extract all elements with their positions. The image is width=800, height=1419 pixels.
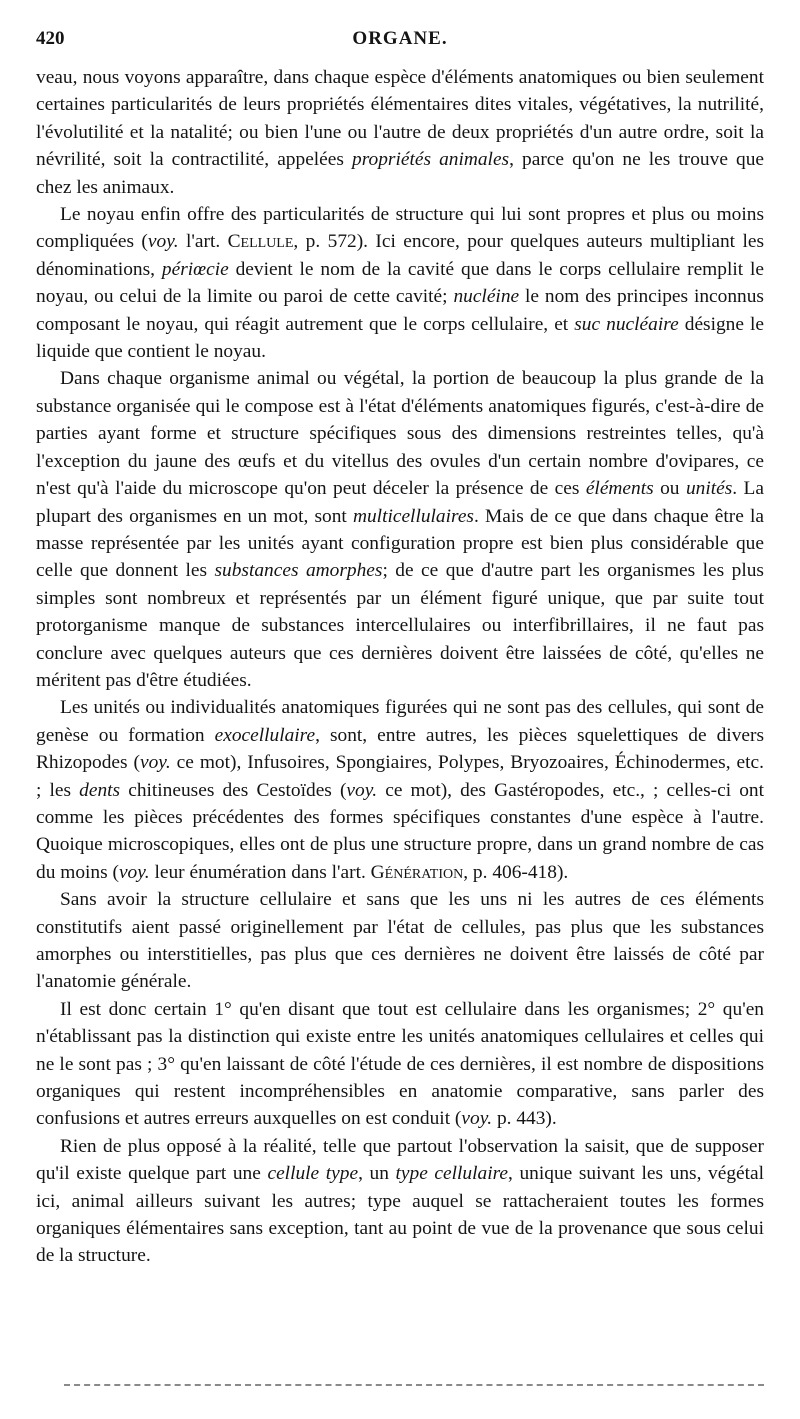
footer-rule: [64, 1384, 764, 1386]
text-run: p. 443).: [492, 1108, 557, 1130]
text-run: . Mais de ce que dans chaque être la masse représentée par les unités ayant configuration propre est bien plus considérable que celle que donnent les: [36, 505, 764, 582]
text-run: , p. 572). Ici encore, pour quelques auteurs multipliant les dénominations,: [36, 231, 764, 280]
italic-term: dents: [79, 779, 121, 801]
paragraph: [36, 201, 764, 365]
italic-term: voy.: [140, 752, 171, 774]
italic-term: suc nucléaire: [574, 313, 679, 335]
text-run: leur énumération dans l'art.: [149, 861, 371, 883]
text-run: , sont, entre autres, les pièces squelettiques de divers Rhizopodes (: [36, 724, 764, 774]
paragraph: [36, 996, 764, 1133]
paragraph: [36, 886, 764, 996]
italic-term: voy.: [118, 861, 150, 883]
paragraph: [36, 64, 764, 201]
italic-term: type cellulaire: [395, 1163, 509, 1185]
text-run: Sans avoir la structure cellulaire et sans que les uns ni les autres de ces éléments constitutifs aient passé originellement par l'état de cellules, pas plus que les substances amorphes ou interstitielles, pas plus que ces dernières ne doivent être laissés de côté par l'anatomie générale.: [36, 889, 764, 993]
text-run: , unique suivant les uns, végétal ici, animal ailleurs suivant les autres; type auquel se rattacheraient toutes les formes organiques élémentaires sans exception, tant au point de vue de la provenance que sous celui de la structure.: [36, 1163, 765, 1267]
paragraph: [36, 694, 764, 886]
text-run: , un: [358, 1163, 396, 1185]
italic-term: substances amorphes: [214, 560, 383, 582]
text-run: désigne le liquide que contient le noyau.: [36, 313, 765, 363]
text-run: Le noyau enfin offre des particularités de structure qui lui sont propres et plus ou moins compliquées (: [36, 204, 764, 253]
text-run: ou: [653, 478, 686, 500]
italic-term: cellule type: [267, 1163, 359, 1185]
italic-term: éléments: [585, 478, 654, 500]
text-run: , parce qu'on ne les trouve que chez les animaux.: [36, 149, 765, 198]
text-run: , p. 406-418).: [463, 861, 569, 883]
text-run: ce mot), Infusoires, Spongiaires, Polypes, Bryozoaires, Échinodermes, etc. ; les: [36, 752, 764, 801]
paragraph: [36, 1133, 764, 1270]
page-header: [36, 28, 764, 54]
text-run: l'art.: [178, 231, 228, 253]
article-reference: Génération: [370, 861, 464, 883]
italic-term: nucléine: [453, 286, 520, 308]
text-run: Les unités ou individualités anatomiques figurées qui ne sont pas des cellules, qui sont de genèse ou formation: [36, 697, 764, 746]
italic-term: périœcie: [161, 258, 229, 280]
italic-term: voy.: [147, 231, 179, 253]
text-run: ce mot), des Gastéropodes, etc., ; celles-ci ont comme les pièces précédentes des formes spécifiques constantes d'une espèce à l'autre. Quoique microscopiques, elles ont de plus une structure propre, dans un grand nombre de cas du moins (: [36, 779, 764, 883]
text-run: Dans chaque organisme animal ou végétal, la portion de beaucoup la plus grande de la substance organisée qui le compose est à l'état d'éléments anatomiques figurés, c'est-à-dire de parties ayant forme et structure spécifiques sous des dimensions restreintes telles, qu'à l'exception du jaune des œufs et du vitellus des ovules d'un certain nombre d'ovipares, ce n'est qu'à l'aide du microscope qu'on peut déceler la présence de ces: [36, 368, 764, 500]
text-run: . La plupart des organismes en un mot, sont: [36, 478, 764, 527]
paragraph: [36, 365, 764, 694]
text-run: chitineuses des Cestoïdes (: [120, 779, 347, 801]
text-run: Il est donc certain 1° qu'en disant que tout est cellulaire dans les organismes; 2° qu'en n'établissant pas la distinction qui existe entre les unités anatomiques cellulaires et celles qui ne le sont pas ; 3° qu'en laissant de côté l'étude de ces dernières, il est nombre de dispositions organiques qui restent incompréhensibles en anatomie comparative, sans parler des confusions et autres erreurs auxquelles on est conduit (: [36, 998, 764, 1130]
text-run: Rien de plus opposé à la réalité, telle que partout l'observation la saisit, que de supposer qu'il existe quelque part une: [36, 1135, 764, 1185]
italic-term: unités: [685, 478, 733, 500]
italic-term: multicellulaires: [352, 505, 474, 527]
italic-term: voy.: [461, 1108, 493, 1130]
text-run: le nom des principes inconnus composant le noyau, qui réagit autrement que le corps cellulaire, et: [36, 286, 764, 335]
body-text: [36, 64, 764, 1270]
page-number: 420: [36, 28, 65, 49]
article-reference: Cellule: [227, 231, 294, 253]
italic-term: propriétés animales: [352, 149, 510, 171]
italic-term: voy.: [346, 779, 378, 801]
italic-term: exocellulaire: [214, 724, 316, 746]
text-run: veau, nous voyons apparaître, dans chaque espèce d'éléments anatomiques ou bien seulement certaines particularités de leurs propriétés élémentaires dites vitales, végétatives, la nutrilité, l'évolutilité et la natalité; ou bien l'une ou l'autre de deux propriétés d'un autre ordre, soit la névrilité, soit la contractilité, appelées: [36, 67, 764, 171]
text-run: devient le nom de la cavité que dans le corps cellulaire remplit le noyau, ou celui de la limite ou paroi de cette cavité;: [36, 258, 765, 308]
running-title: ORGANE.: [352, 28, 448, 49]
text-run: ; de ce que d'autre part les organismes les plus simples sont nombreux et représentés par un élément figuré unique, que par suite tout protorganisme manque de substances intercellulaires ou interfibrillaires, il ne faut pas conclure avec quelques auteurs que ces dernières doivent être laissées de côté, qu'elles ne méritent pas d'être étudiées.: [36, 560, 764, 691]
